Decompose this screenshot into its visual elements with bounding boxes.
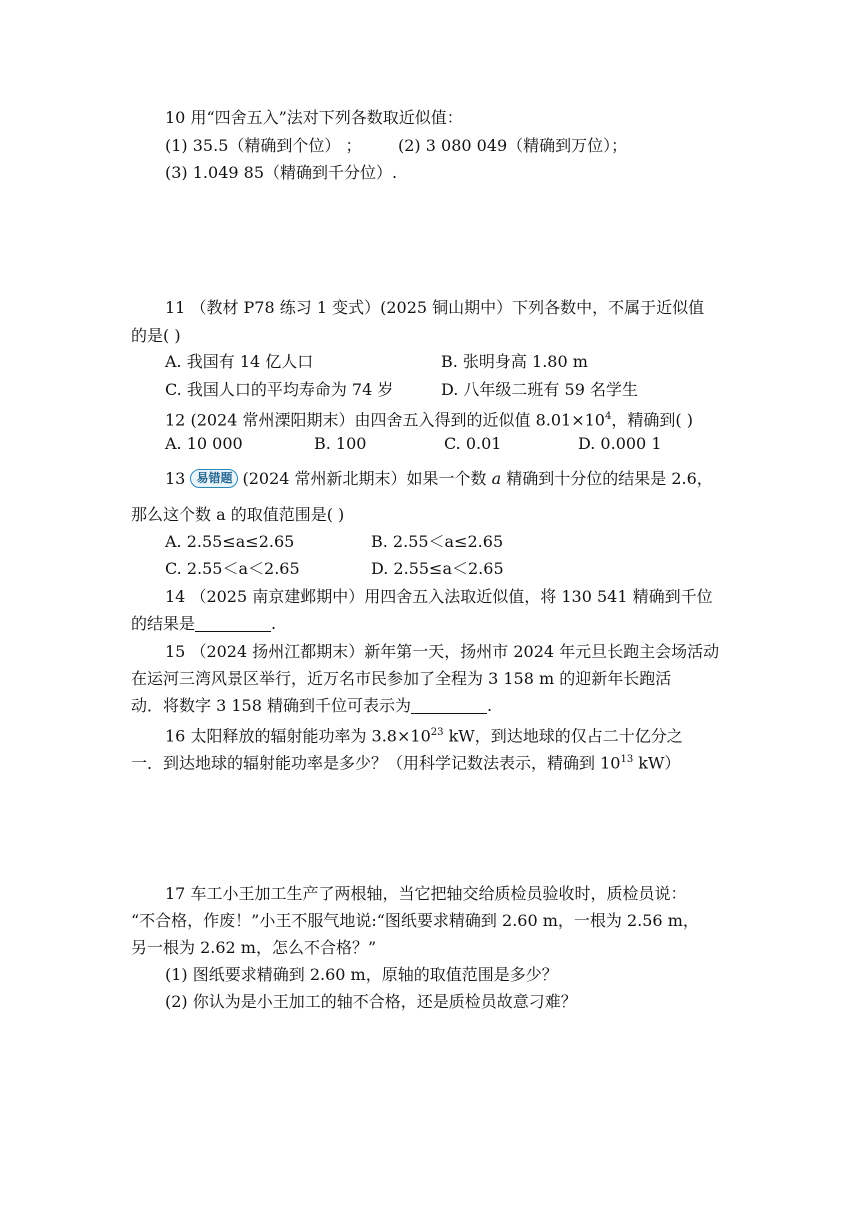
q12-stem [165, 405, 693, 432]
q13-option-c: C. 2.55＜a＜2.65 [165, 559, 300, 578]
q17-line3: 另一根为 2.62 m，怎么不合格？” [131, 938, 377, 957]
q14-line2-end: . [271, 614, 277, 633]
q16-line2 [131, 748, 680, 775]
q10-part2: (2) 3 080 049（精确到万位）； [398, 136, 628, 155]
q11-option-c: C. 我国人口的平均寿命为 74 岁 [165, 380, 394, 399]
q15-line3-end: . [486, 696, 493, 715]
q16-line1-end: kW，到达地球的仅占二十亿分之 [443, 726, 683, 746]
answer-blank[interactable] [195, 613, 271, 632]
q12-option-c: C. 0.01 [444, 434, 502, 453]
q16-line2-end: kW） [633, 753, 681, 773]
q11-option-a: A. 我国有 14 亿人口 [165, 352, 314, 371]
q17-line2: “不合格，作废！”小王不服气地说:“图纸要求精确到 2.60 m，一根为 2.56 m， [131, 911, 699, 930]
q17-part2: (2) 你认为是小王加工的轴不合格，还是质检员故意刁难？ [165, 992, 577, 1011]
q14-line1: 14 （2025 南京建邺期中）用四舍五入法取近似值，将 130 541 精确到千位 [165, 587, 713, 606]
q15-line2: 在运河三湾风景区举行，近万名市民参加了全程为 3 158 m 的迎新年长跑活 [131, 669, 672, 688]
answer-blank[interactable] [411, 695, 487, 714]
q16-line1 [165, 721, 683, 748]
q16-exponent-2: 13 [620, 754, 634, 765]
q13-number: 13 [165, 469, 186, 488]
q12-option-a: A. 10 000 [165, 434, 243, 453]
q13-option-d: D. 2.55≤a＜2.65 [371, 559, 504, 578]
q12-option-b: B. 100 [314, 434, 367, 453]
q16-line1-text: 16 太阳释放的辐射能功率为 3.8×10 [165, 726, 431, 746]
q13-variable: a [491, 469, 502, 488]
q11-option-b: B. 张明身高 1.80 m [441, 352, 588, 371]
q17-line1: 17 车工小王加工生产了两根轴，当它把轴交给质检员验收时，质检员说： [165, 884, 687, 903]
q12-stem-text: 12 (2024 常州溧阳期末）由四舍五入得到的近似值 8.01×10 [165, 410, 605, 430]
q13-line2: 那么这个数 a 的取值范围是( ) [131, 505, 345, 524]
q11-line1: 11 （教材 P78 练习 1 变式）(2025 铜山期中）下列各数中，不属于近似值 [165, 298, 705, 317]
q15-line1: 15 （2024 扬州江都期末）新年第一天，扬州市 2024 年元旦长跑主会场活动 [165, 642, 720, 661]
q14-line2 [131, 612, 276, 636]
q12-exponent: 4 [604, 411, 612, 422]
q10-part3: (3) 1.049 85（精确到千分位）. [165, 163, 398, 182]
error-prone-badge: 易错题 [190, 469, 238, 488]
q13-stem-end: 精确到十分位的结果是 2.6， [501, 469, 713, 488]
q17-part1: (1) 图纸要求精确到 2.60 m，原轴的取值范围是多少？ [165, 965, 558, 984]
q15-line3 [131, 694, 492, 718]
q10-part1: (1) 35.5（精确到个位） ； [165, 136, 362, 155]
q13-stem-text: (2024 常州新北期末）如果一个数 [242, 469, 492, 488]
q16-exponent: 23 [430, 727, 444, 738]
q12-option-d: D. 0.000 1 [578, 434, 662, 453]
q12-stem-end: ，精确到( ) [611, 410, 693, 430]
q13-option-b: B. 2.55＜a≤2.65 [371, 532, 504, 551]
q14-line2-text: 的结果是 [131, 614, 196, 633]
q11-option-d: D. 八年级二班有 59 名学生 [441, 380, 638, 399]
q15-line3-text: 动．将数字 3 158 精确到千位可表示为 [131, 696, 411, 715]
q16-line2-text: 一．到达地球的辐射能功率是多少？（用科学记数法表示，精确到 10 [131, 753, 621, 773]
q11-line2: 的是( ) [131, 326, 181, 345]
q13-option-a: A. 2.55≤a≤2.65 [165, 532, 295, 551]
q13-stem [165, 467, 713, 491]
q10-stem: 10 用“四舍五入”法对下列各数取近似值： [165, 108, 463, 127]
